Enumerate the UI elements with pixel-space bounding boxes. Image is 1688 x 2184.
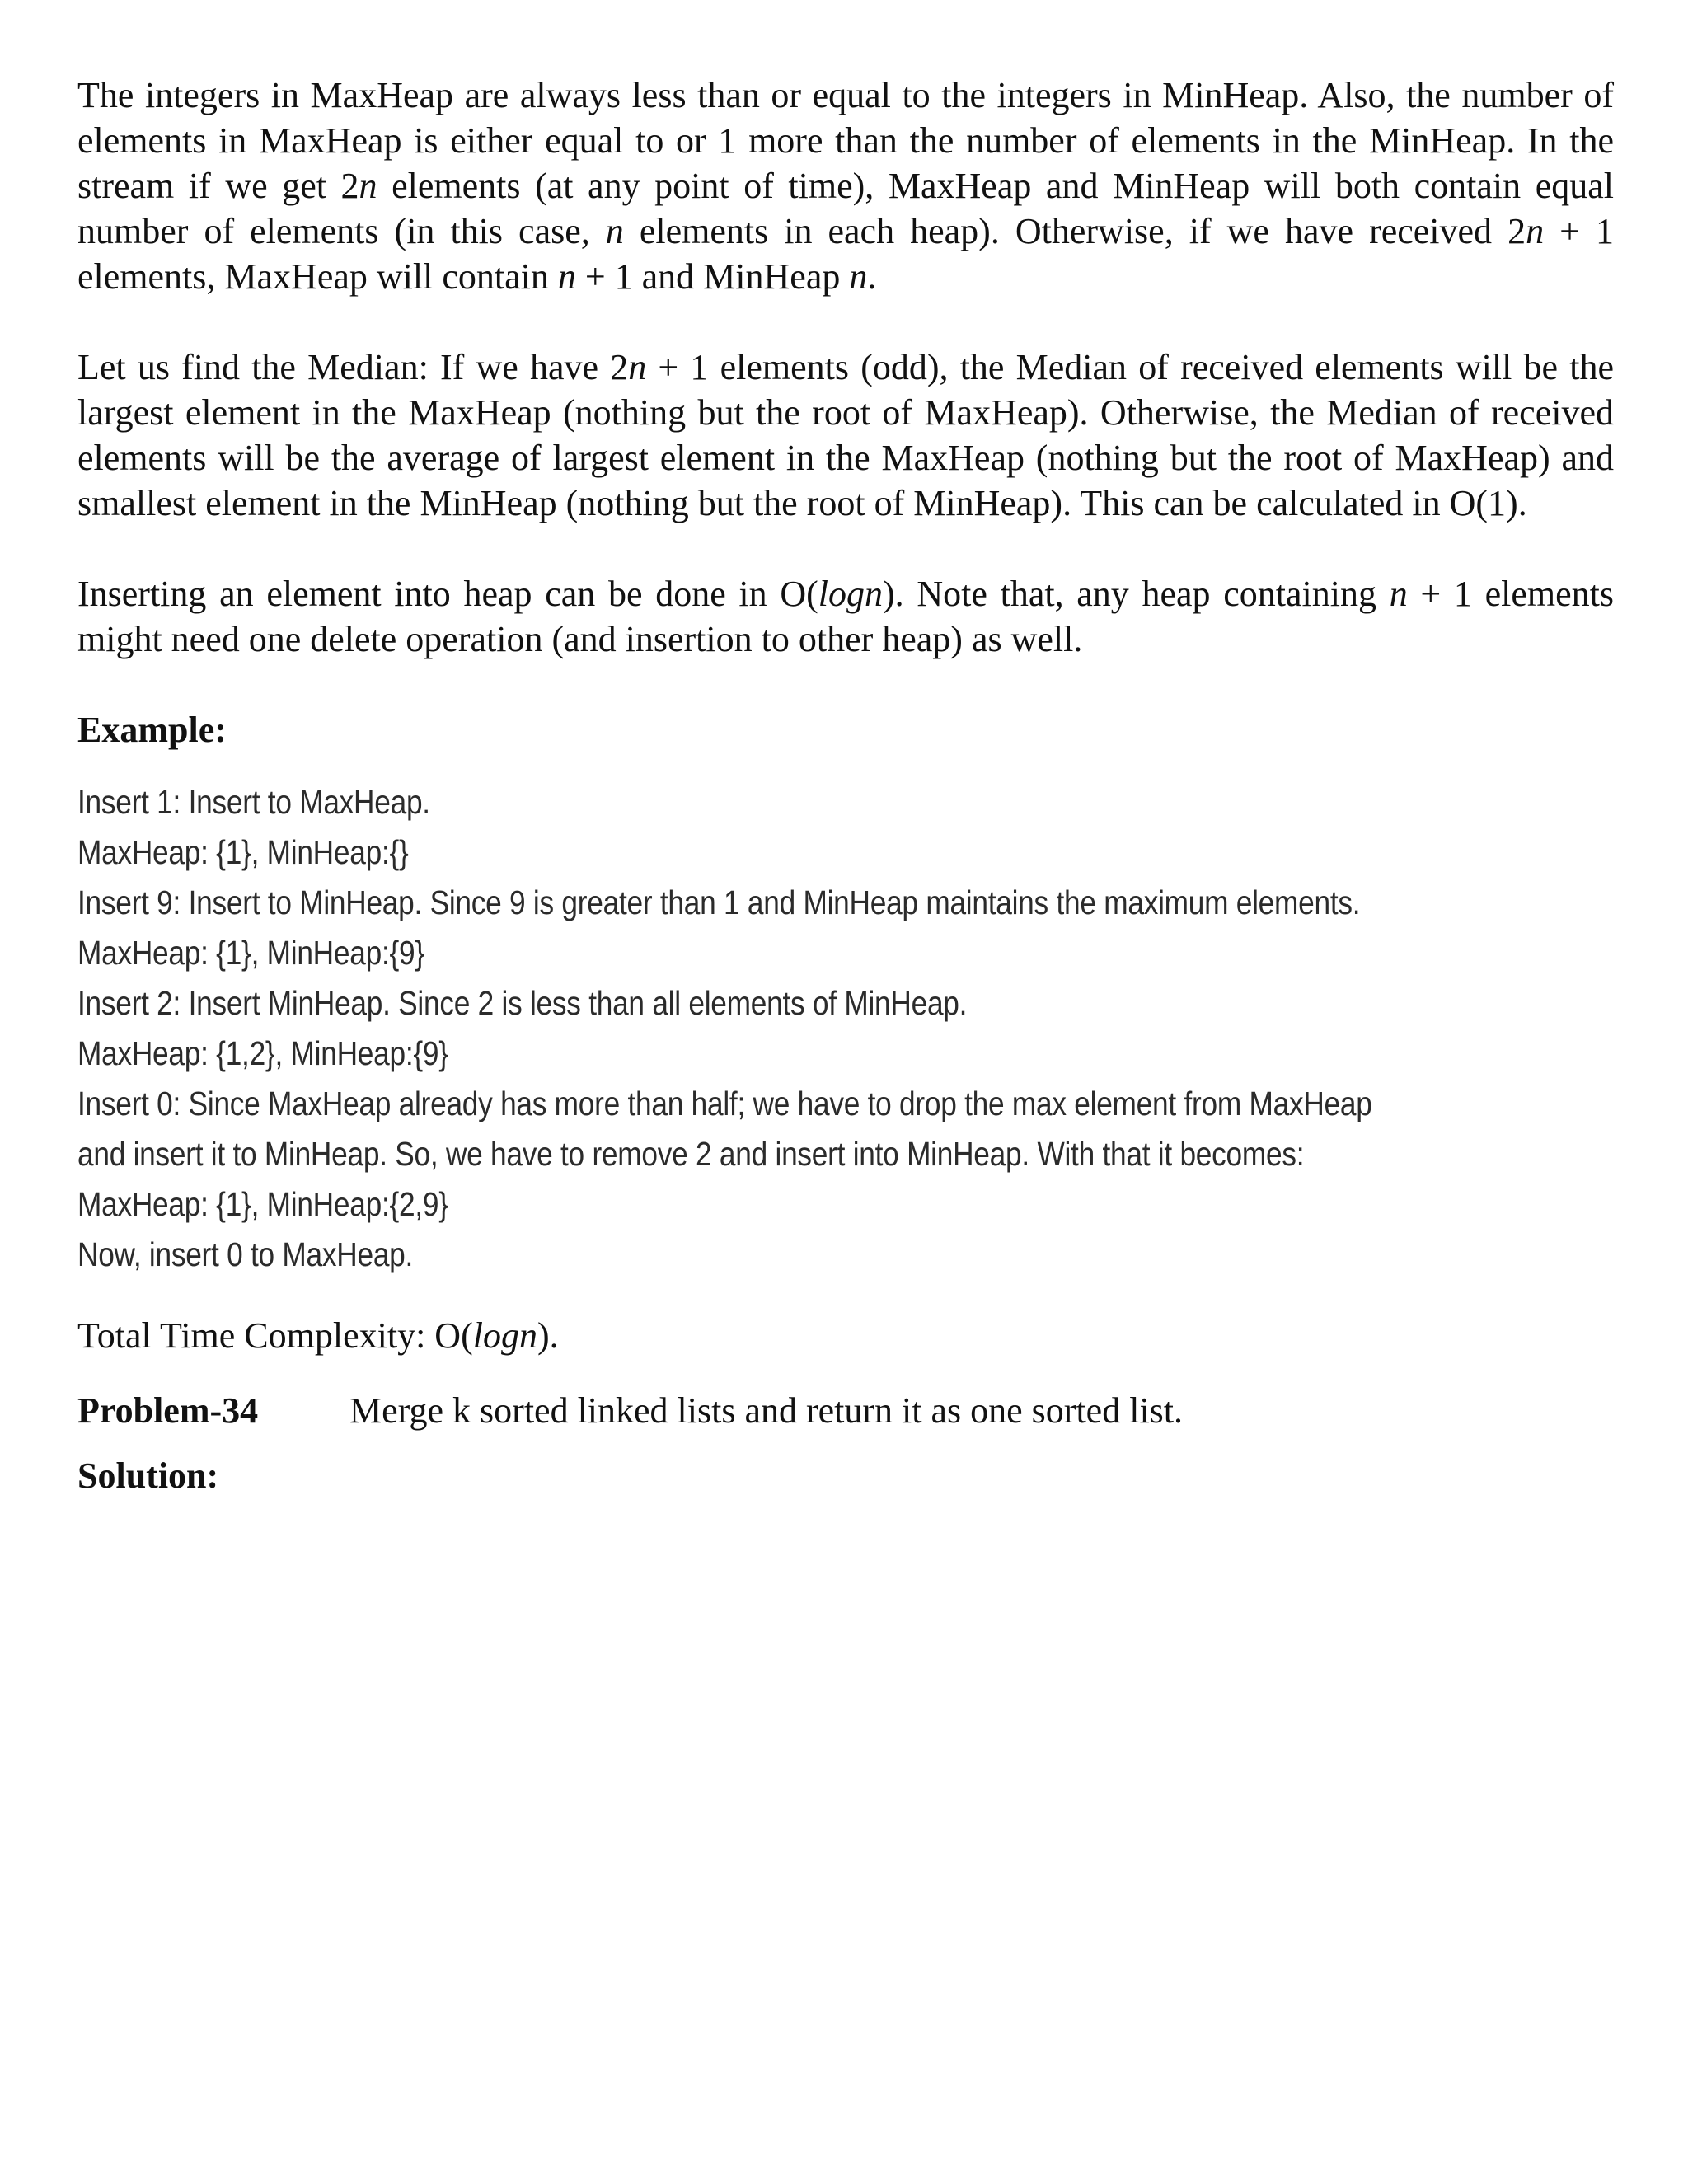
example-line: MaxHeap: {1}, MinHeap:{9}: [77, 934, 424, 972]
example-line: MaxHeap: {1,2}, MinHeap:{9}: [77, 1034, 448, 1072]
problem-text: Merge k sorted linked lists and return it as one sorted list.: [349, 1390, 1184, 1431]
example-line: Insert 1: Insert to MaxHeap.: [77, 783, 430, 821]
example-line: and insert it to MinHeap. So, we have to remove 2 and insert into MinHeap. With that it becomes:: [77, 1135, 1305, 1173]
solution-label: Solution:: [77, 1455, 219, 1496]
document-page: [77, 73, 1614, 1498]
example-line: Insert 0: Since MaxHeap already has more than half; we have to drop the max element from MaxHeap: [77, 1085, 1372, 1122]
problem-label: Problem-34: [77, 1390, 259, 1431]
total-time-complexity: Total Time Complexity: O(logn).: [77, 1315, 559, 1356]
example-line: MaxHeap: {1}, MinHeap:{2,9}: [77, 1185, 448, 1223]
example-heading: Example:: [77, 710, 227, 750]
paragraph-heap-invariant: The integers in MaxHeap are always less than or equal to the integers in MinHeap. Also, the number of elements in MaxHeap is either equal to or 1 more than the number of elements in the MinHeap. In the stream if we get 2n elements (at any point of time), MaxHeap and MinHeap will both contain equal number of elements (in this case, n elements in each heap). Otherwise, if we have received 2n + 1 elements, MaxHeap will contain n + 1 and MinHeap n.: [77, 75, 1614, 297]
problem-statement: [77, 1388, 1614, 1433]
example-image-text: [77, 777, 1609, 1280]
example-line: Insert 2: Insert MinHeap. Since 2 is less than all elements of MinHeap.: [77, 984, 968, 1022]
example-line: Now, insert 0 to MaxHeap.: [77, 1235, 414, 1273]
paragraph-find-median: Let us find the Median: If we have 2n + 1 elements (odd), the Median of received elements will be the largest element in the MaxHeap (nothing but the root of MaxHeap). Otherwise, the Median of received elements will be the average of largest element in the MaxHeap (nothing but the root of MaxHeap) and smallest element in the MinHeap (nothing but the root of MinHeap). This can be calculated in O(1).: [77, 347, 1614, 523]
example-line: Insert 9: Insert to MinHeap. Since 9 is greater than 1 and MinHeap maintains the maximum elements.: [77, 883, 1361, 921]
paragraph-insert-complexity: Inserting an element into heap can be done in O(logn). Note that, any heap containing n + 1 elements might need one delete operation (and insertion to other heap) as well.: [77, 574, 1615, 659]
example-line: MaxHeap: {1}, MinHeap:{}: [77, 833, 409, 871]
